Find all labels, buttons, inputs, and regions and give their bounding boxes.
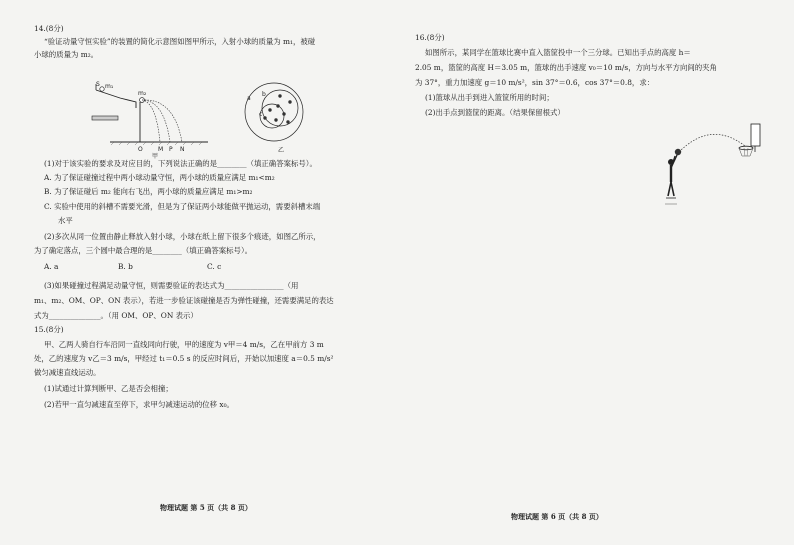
q14-part2-option-c: C. c	[207, 262, 222, 271]
label-M: M	[158, 146, 164, 153]
label-a: a	[247, 95, 251, 102]
label-m2: m₂	[138, 90, 147, 97]
backboard	[751, 124, 760, 146]
q16-part1: (1)篮球从出手到进入篮筐所用的时间；	[425, 93, 554, 102]
q15-part1: (1)试通过计算判断甲、乙是否会相撞；	[44, 384, 173, 393]
ball-m1	[100, 87, 104, 91]
right-page	[397, 0, 794, 545]
label-m1: m₁	[105, 83, 114, 90]
figure-yi-circles	[232, 80, 312, 156]
q14-part1: (1)对于该实验的要求及对应目的，下列说法正确的是________（填正确答案标号）。	[44, 159, 317, 168]
label-S: S	[96, 81, 100, 88]
q14-part2-option-b: B. b	[118, 262, 133, 271]
q16-line2: 2.05 m，篮筐的高度 H＝3.05 m，篮球的出手速度 v₀＝10 m/s，方向与水平方向间的夹角	[415, 63, 717, 72]
q14-part2-line2: 为了确定落点，三个圆中最合理的是________（填正确答案标号）。	[34, 246, 253, 255]
figure-basketball-shot	[659, 118, 775, 210]
label-O: O	[138, 146, 143, 153]
right-footer: 物理试题 第 6 页（共 8 页）	[511, 512, 603, 521]
q14-option-c-line2: 水平	[58, 216, 73, 225]
q16-line3: 为 37°，重力加速度 g＝10 m/s²，sin 37°＝0.6，cos 37°＝0.8，求：	[415, 78, 655, 87]
left-footer: 物理试题 第 5 页（共 8 页）	[160, 503, 252, 512]
q15-header: 15.(8分)	[34, 325, 64, 334]
q15-part2: (2)若甲一直匀减速直至停下，求甲匀减速运动的位移 x₀。	[44, 400, 234, 409]
q14-option-b: B. 为了保证碰后 m₂ 能向右飞出，两小球的质量应满足 m₁>m₂	[44, 187, 253, 196]
basketball	[675, 149, 681, 155]
q14-option-c-line1: C. 实验中使用的斜槽不需要光滑，但是为了保证两小球能做平抛运动，需要斜槽末端	[44, 202, 321, 211]
label-N: N	[180, 146, 185, 153]
q16-line1: 如图所示，某同学在篮球比赛中直入篮筐投中一个三分球。已知出手点的高度 h＝	[425, 48, 691, 57]
label-yi: 乙	[278, 147, 285, 154]
figure-jia-apparatus	[90, 80, 210, 160]
hoop	[739, 146, 753, 150]
q14-part2-line1: (2)多次从同一位置由静止释放入射小球，小球在纸上留下很多个痕迹，如图乙所示，	[44, 232, 321, 241]
label-c: c	[259, 111, 263, 118]
q14-part3-line3: 式为______________。（用 OM、OP、ON 表示）	[34, 311, 198, 320]
label-b: b	[262, 91, 266, 98]
q14-intro-line2: 小球的质量为 m₂。	[34, 50, 99, 59]
q14-part2-option-a: A. a	[44, 262, 59, 271]
circle-a	[245, 83, 303, 141]
q14-header: 14.(8分)	[34, 24, 64, 33]
label-jia: 甲	[152, 153, 159, 160]
q14-part3-line1: (3)如果碰撞过程满足动量守恒，则需要验证的表达式为________________（用	[44, 281, 299, 290]
q16-header: 16.(8分)	[415, 33, 445, 42]
q15-line2: 处，乙的速度为 v乙＝3 m/s，甲经过 t₁＝0.5 s 的反应时间后，开始以加速度 a＝0.5 m/s²	[34, 354, 334, 363]
q16-part2: (2)出手点到篮筐的距离。（结果保留根式）	[425, 108, 565, 117]
label-P: P	[169, 146, 173, 153]
q14-option-a: A. 为了保证碰撞过程中两小球动量守恒，两小球的质量应满足 m₁<m₂	[44, 173, 275, 182]
q14-intro-line1: “验证动量守恒实验”的装置的简化示意图如图甲所示，入射小球的质量为 m₁，被碰	[44, 37, 316, 46]
q14-part3-line2: m₁、m₂、OM、OP、ON 表示），若进一步验证该碰撞是否为弹性碰撞，还需要满足的表达	[34, 296, 334, 305]
q15-line1: 甲、乙两人骑自行车沿同一直线同向行驶，甲的速度为 v甲＝4 m/s，乙在甲前方 3 m	[44, 340, 324, 349]
q15-line3: 做匀减速直线运动。	[34, 368, 101, 377]
